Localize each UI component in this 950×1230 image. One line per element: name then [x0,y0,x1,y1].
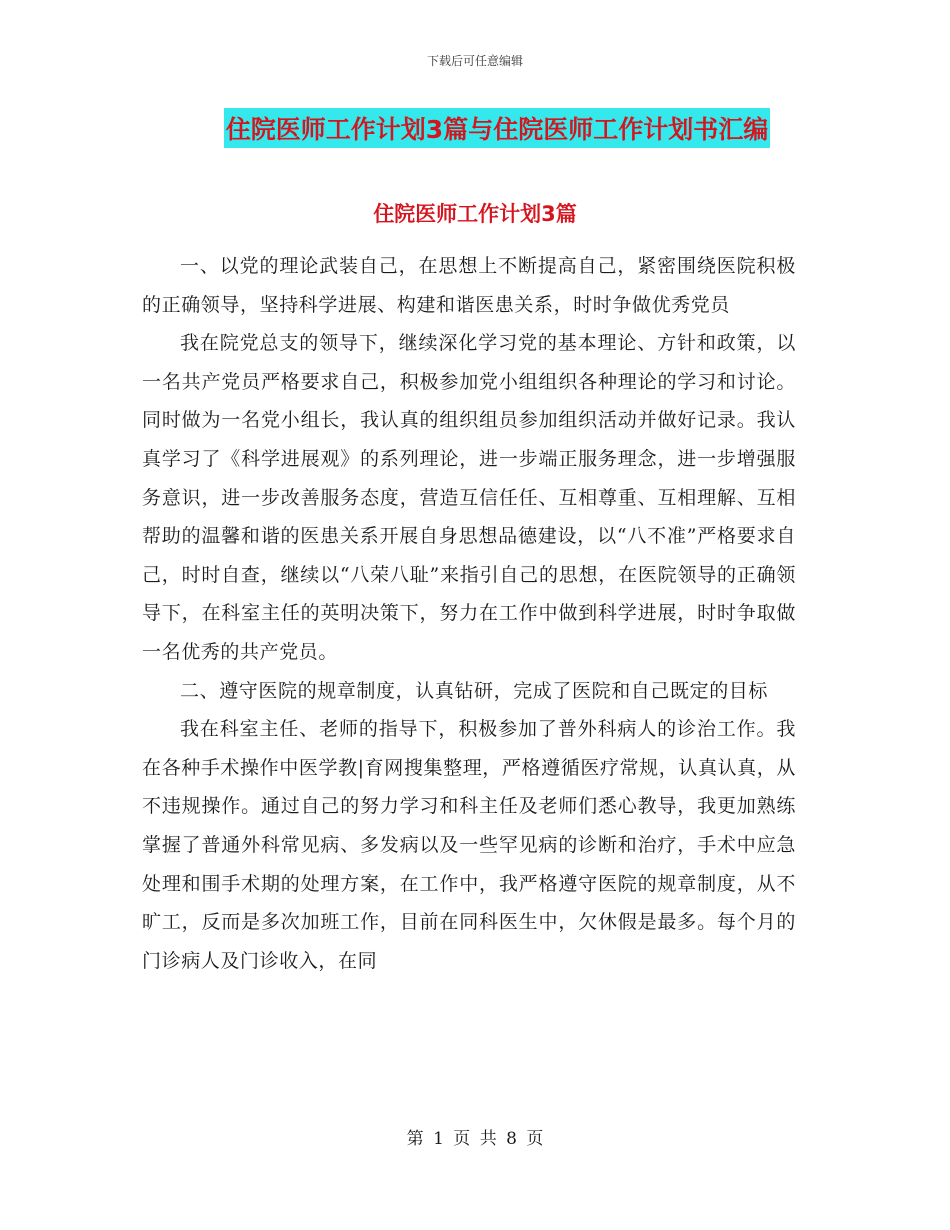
paragraph: 我在科室主任、老师的指导下，积极参加了普外科病人的诊治工作。我在各种手术操作中医学教|育网搜集整理，严格遵循医疗常规，认真认真，从不违规操作。通过自己的努力学习和科主任及老师们悉心教导，我更加熟练掌握了普通外科常见病、多发病以及一些罕见病的诊断和治疗，手术中应急处理和围手术期的处理方案，在工作中，我严格遵守医院的规章制度，从不旷工，反而是多次加班工作，目前在同科医生中，欠休假是最多。每个月的门诊病人及门诊收入，在同 [142,718,796,972]
document-title-container [0,108,950,148]
header-note: 下载后可任意编辑 [426,54,523,68]
document-title: 住院医师工作计划3篇与住院医师工作计划书汇编 [224,108,770,148]
paragraph-heading-1: 一、以党的理论武装自己，在思想上不断提高自己，紧密围绕医院积极的正确领导，坚持科学进展、构建和谐医患关系，时时争做优秀党员 [142,255,796,316]
page-number-footer: 第 1 页 共 8 页 [406,1129,544,1149]
paragraph-heading-2: 二、遵守医院的规章制度，认真钻研，完成了医院和自己既定的目标 [180,679,769,702]
section-title: 住院医师工作计划3篇 [373,202,577,226]
document-body [142,247,796,980]
paragraph: 我在院党总支的领导下，继续深化学习党的基本理论、方针和政策，以一名共产党员严格要求自己，积极参加党小组组织各种理论的学习和讨论。同时做为一名党小组长，我认真的组织组员参加组织活动并做好记录。我认真学习了《科学进展观》的系列理论，进一步端正服务理念，进一步增强服务意识，进一步改善服务态度，营造互信任任、互相尊重、互相理解、互相帮助的温馨和谐的医患关系开展自身思想品德建设，以“八不准”严格要求自己，时时自查，继续以“八荣八耻”来指引自己的思想，在医院领导的正确领导下，在科室主任的英明决策下，努力在工作中做到科学进展，时时争取做一名优秀的共产党员。 [142,332,796,663]
